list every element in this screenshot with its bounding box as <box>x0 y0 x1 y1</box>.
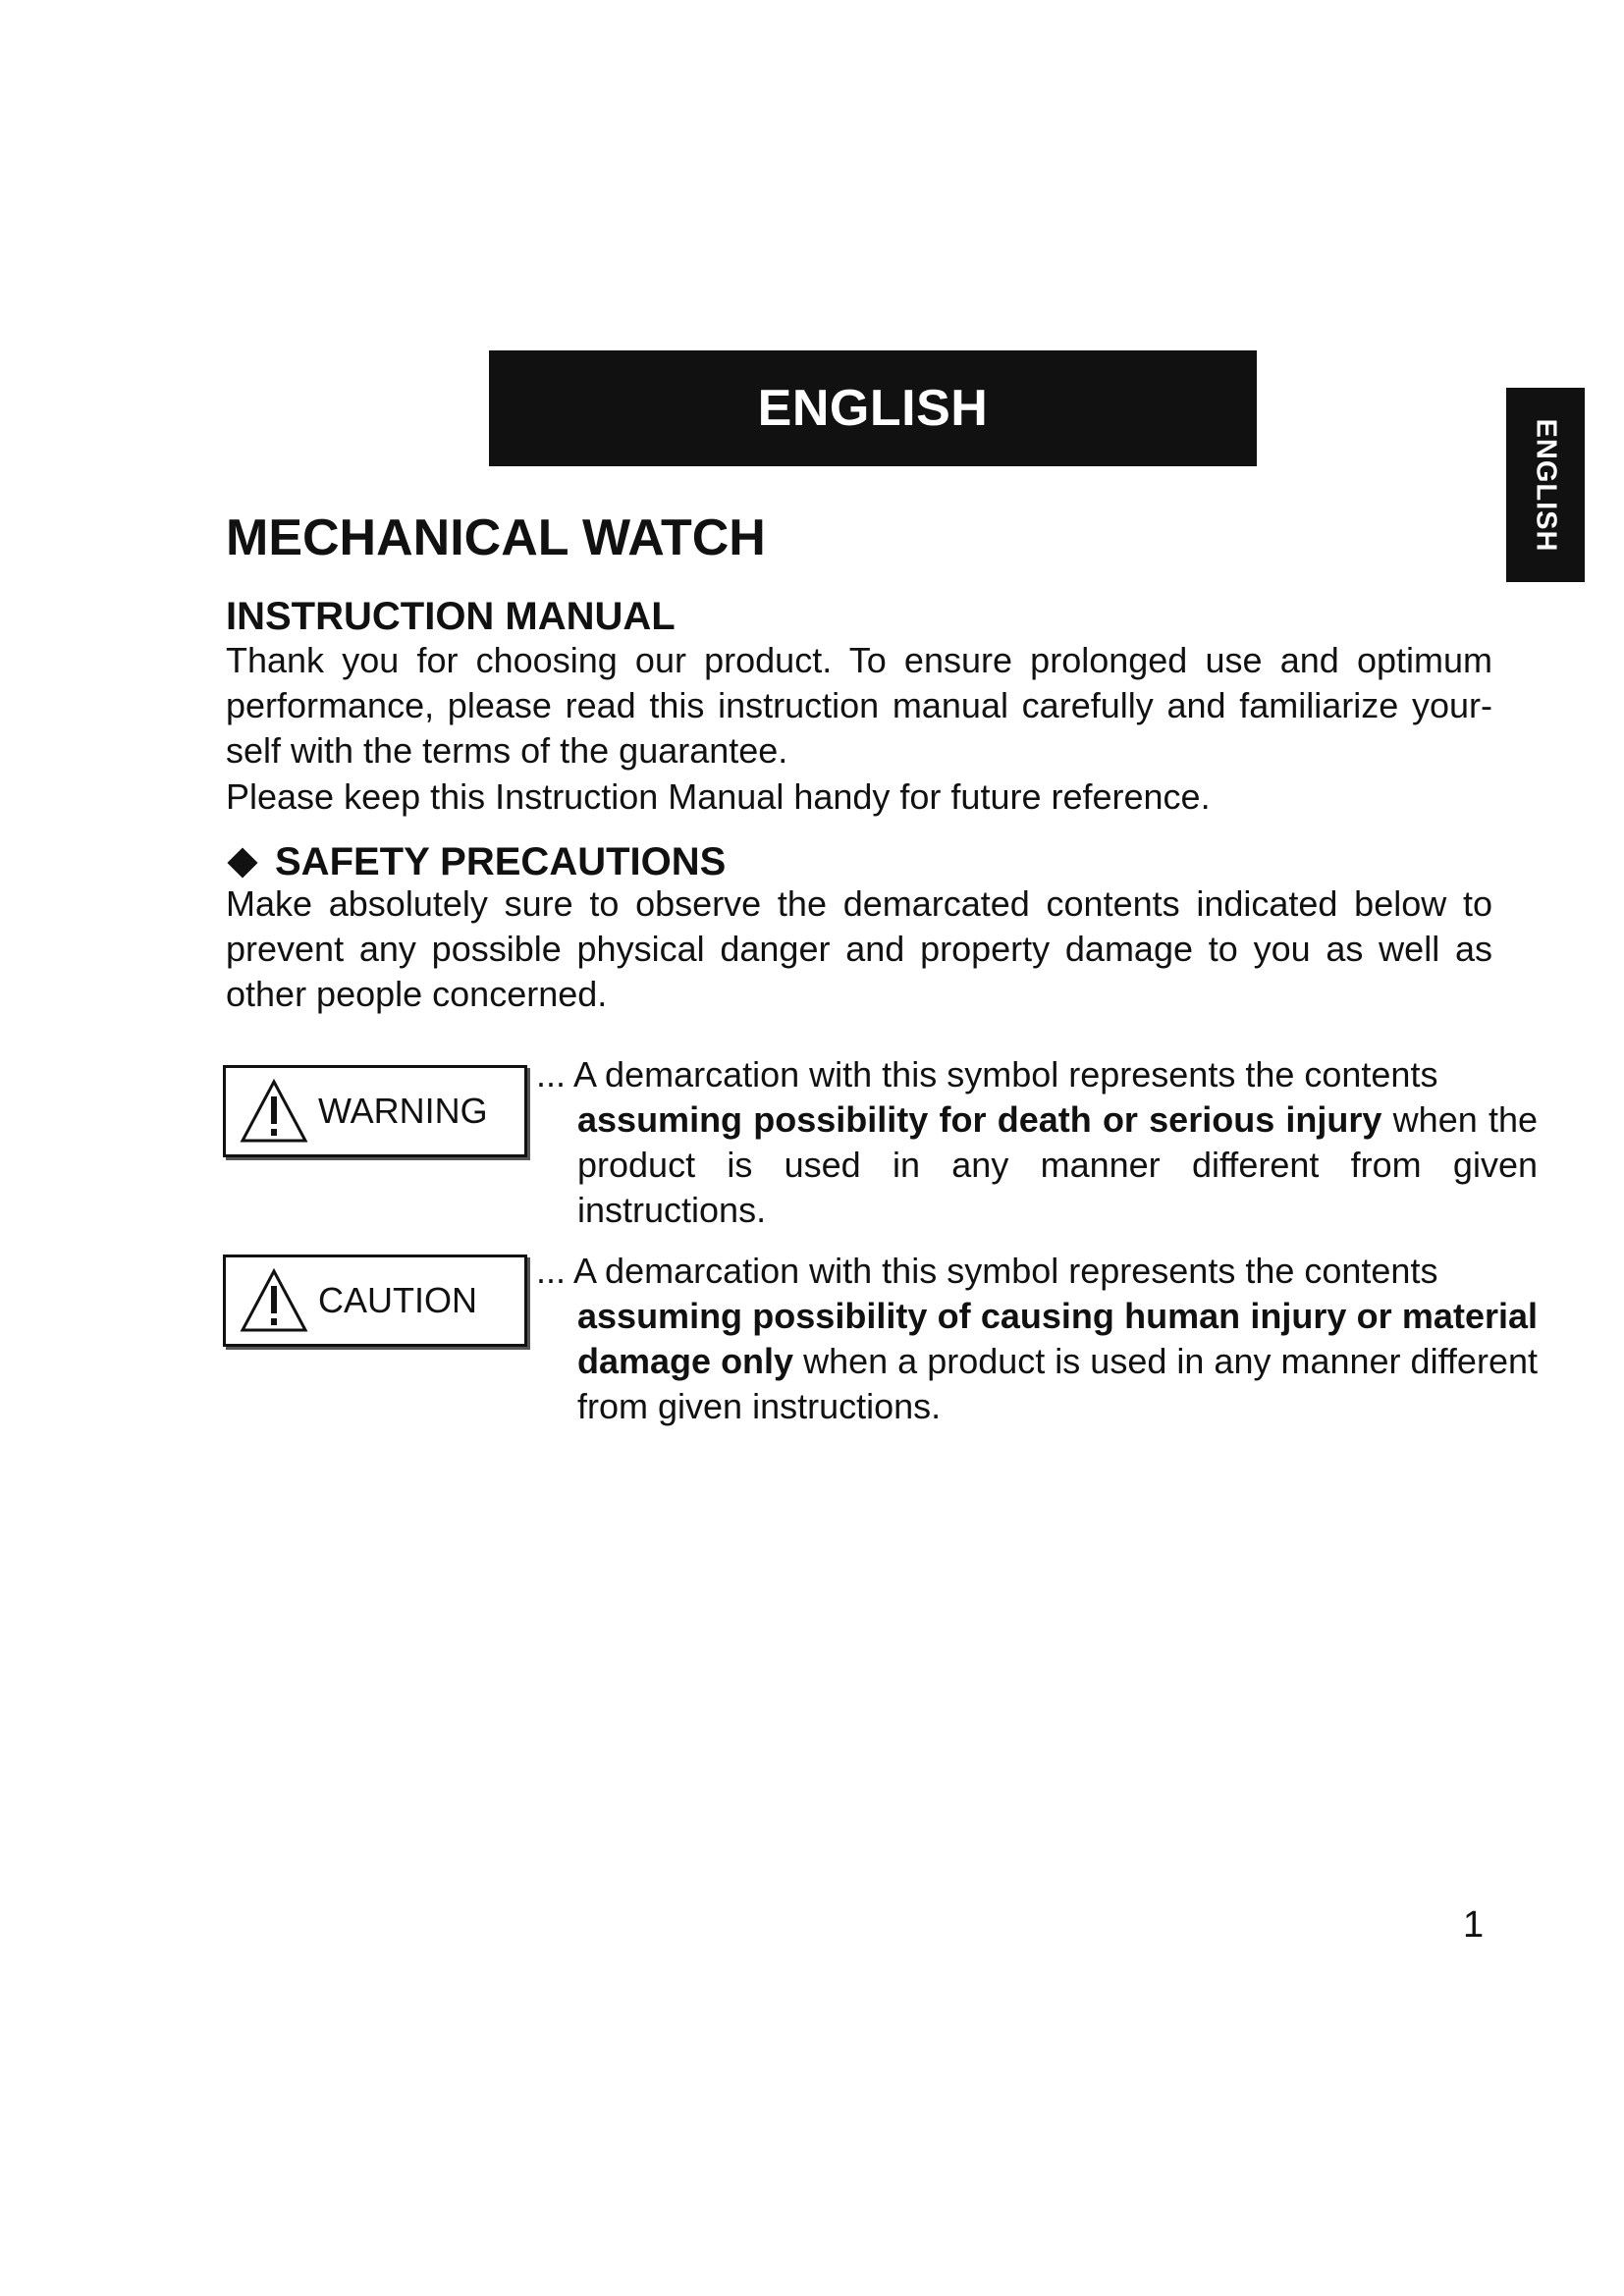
warning-rest-text: when the product is used in any manner different from given instructions. <box>577 1099 1538 1230</box>
warning-triangle-icon <box>240 1268 308 1333</box>
warning-triangle-icon <box>240 1079 308 1144</box>
intro-paragraph: Thank you for choosing our product. To ensure prolonged use and optimum performance, please read this instruction manual carefully and familiarize your-self with the terms of the guarantee. <box>226 640 1492 771</box>
safety-intro-paragraph: Make absolutely sure to observe the demarcated contents indicated below to prevent any possible physical danger and property damage to you as well as other people concerned. <box>226 883 1492 1014</box>
warning-lead-text: ... A demarcation with this symbol represents the contents <box>536 1054 1438 1095</box>
caution-lead-text: ... A demarcation with this symbol represents the contents <box>536 1251 1438 1291</box>
language-side-tab <box>1506 388 1585 582</box>
caution-label: CAUTION <box>318 1280 477 1320</box>
side-tab-label: ENGLISH <box>1530 418 1562 552</box>
banner-label: ENGLISH <box>757 380 989 437</box>
page-number: 1 <box>1463 1904 1485 1946</box>
warning-description <box>536 1052 1538 1233</box>
warning-label: WARNING <box>318 1091 488 1131</box>
caution-rest-text: when a product is used in any manner different from given instructions. <box>577 1341 1538 1426</box>
safety-heading-text: SAFETY PRECAUTIONS <box>275 840 727 883</box>
keep-handy-paragraph: Please keep this Instruction Manual handy for future reference. <box>226 776 1211 817</box>
diamond-bullet-icon <box>227 847 257 878</box>
document-subtitle: INSTRUCTION MANUAL <box>226 595 676 638</box>
language-banner <box>489 350 1257 466</box>
safety-heading <box>226 840 726 884</box>
caution-bold-text: assuming possibility of causing human injury or material damage only <box>577 1296 1538 1381</box>
warning-symbol-box <box>223 1065 527 1157</box>
caution-description <box>536 1249 1538 1429</box>
caution-symbol-box <box>223 1255 527 1347</box>
document-title: MECHANICAL WATCH <box>226 509 766 566</box>
warning-bold-text: assuming possibility for death or serious injury <box>577 1099 1382 1140</box>
